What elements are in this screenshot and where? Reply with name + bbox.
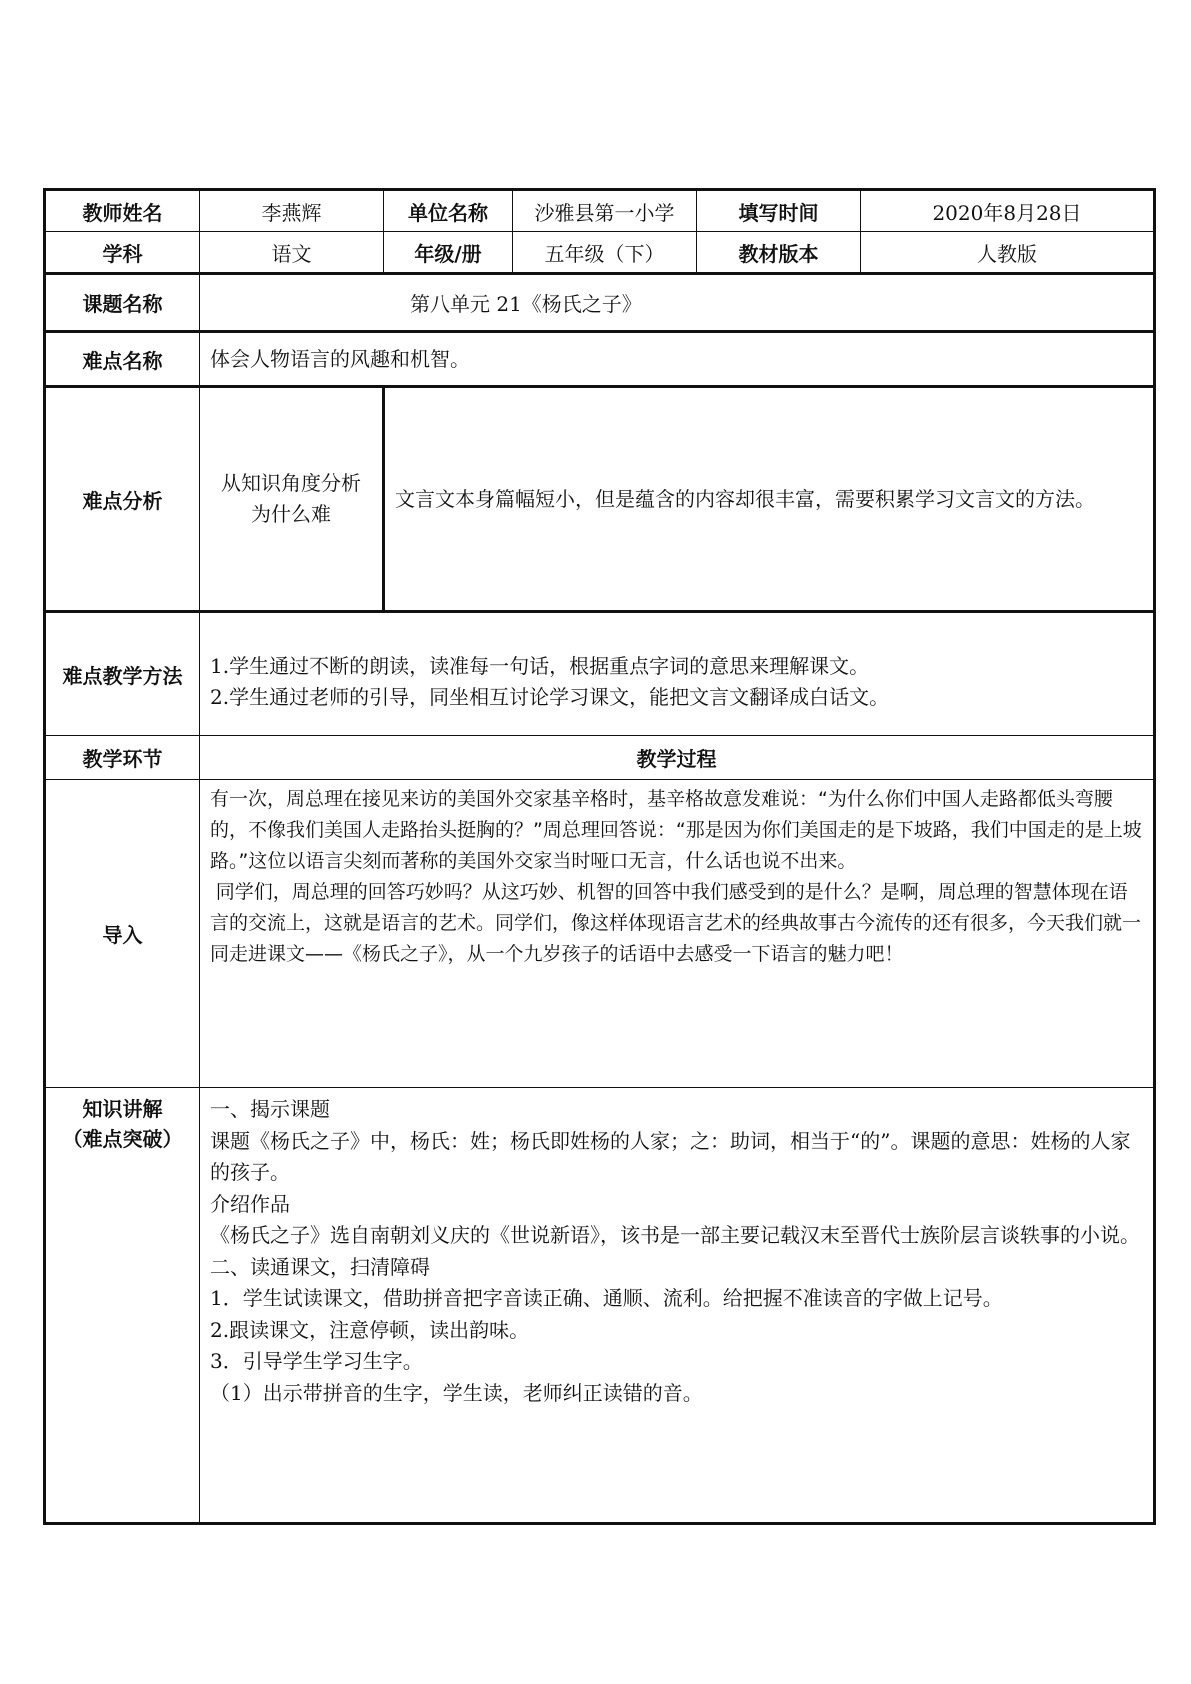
- intro-paragraph-1: 有一次，周总理在接见来访的美国外交家基辛格时，基辛格故意发难说：“为什么你们中国人走路都低头弯腰的，不像我们美国人走路抬头挺胸的？”周总理回答说：“那是因为你们美国走的是下坡路，我们中国走的是上坡路。”这位以语言尖刻而著称的美国外交家当时哑口无言，什么话也说不出来。: [210, 788, 1142, 872]
- knowledge-label-line-1: 知识讲解: [82, 1097, 163, 1121]
- knowledge-line-8: 3．引导学生学习生字。: [210, 1349, 423, 1373]
- knowledge-line-4: 《杨氏之子》选自南朝刘义庆的《世说新语》，该书是一部主要记载汉末至晋代士族阶层言谈轶事的小说。: [210, 1223, 1140, 1247]
- unit-value: 沙雅县第一小学: [513, 190, 697, 232]
- knowledge-line-7: 2.跟读课文，注意停顿，读出韵味。: [210, 1317, 530, 1342]
- knowledge-line-9: （1）出示带拼音的生字，学生读，老师纠正读错的音。: [210, 1380, 703, 1405]
- teacher-label: 教师姓名: [45, 190, 200, 232]
- analysis-sub-label: 从知识角度分析为什么难: [200, 387, 384, 612]
- method-list: [200, 612, 1155, 736]
- subject-value: 语文: [200, 232, 384, 274]
- method-label: 难点教学方法: [45, 612, 200, 736]
- knowledge-line-2: 课题《杨氏之子》中，杨氏：姓；杨氏即姓杨的人家；之：助词，相当于“的”。课题的意思：姓杨的人家的孩子。: [210, 1128, 1131, 1184]
- analysis-label: 难点分析: [45, 387, 200, 612]
- topic-label: 课题名称: [45, 274, 200, 332]
- knowledge-line-3: 介绍作品: [210, 1191, 290, 1216]
- analysis-value: 文言文本身篇幅短小，但是蕴含的内容却很丰富，需要积累学习文言文的方法。: [384, 387, 1155, 612]
- intro-paragraph-2: 同学们，周总理的回答巧妙吗？从这巧妙、机智的回答中我们感受到的是什么？是啊，周总理的智慧体现在语言的交流上，这就是语言的艺术。同学们，像这样体现语言艺术的经典故事古今流传的还有很多，今天我们就一同走进课文——《杨氏之子》，从一个九岁孩子的话语中去感受一下语言的魅力吧！: [210, 881, 1142, 965]
- stage-label: 教学环节: [45, 736, 200, 780]
- knowledge-line-1: 一、揭示课题: [210, 1097, 330, 1121]
- analysis-row: [45, 387, 1155, 612]
- knowledge-label-line-2: （难点突破）: [62, 1127, 183, 1151]
- header-row-2: [45, 232, 1155, 274]
- date-label: 填写时间: [697, 190, 861, 232]
- topic-value: 第八单元 21《杨氏之子》: [200, 274, 1155, 332]
- lesson-plan-sheet: [43, 188, 1153, 1525]
- difficulty-row: [45, 332, 1155, 387]
- grade-label: 年级/册: [384, 232, 513, 274]
- method-item-1: 1.学生通过不断的朗读，读准每一句话，根据重点字词的意思来理解课文。: [210, 654, 870, 678]
- date-value: 2020年8月28日: [861, 190, 1155, 232]
- intro-label: 导入: [45, 780, 200, 1088]
- method-item-2: 2.学生通过老师的引导，同坐相互讨论学习课文，能把文言文翻译成白话文。: [210, 685, 890, 709]
- edition-value: 人教版: [861, 232, 1155, 274]
- knowledge-label: [45, 1088, 200, 1524]
- intro-row: [45, 780, 1155, 1088]
- unit-label: 单位名称: [384, 190, 513, 232]
- lesson-plan-table: [43, 188, 1156, 1525]
- difficulty-label: 难点名称: [45, 332, 200, 387]
- knowledge-row: [45, 1088, 1155, 1524]
- subject-label: 学科: [45, 232, 200, 274]
- method-row: [45, 612, 1155, 736]
- knowledge-line-5: 二、读通课文，扫清障碍: [210, 1254, 430, 1279]
- edition-label: 教材版本: [697, 232, 861, 274]
- grade-value: 五年级（下）: [513, 232, 697, 274]
- process-label: 教学过程: [200, 736, 1155, 780]
- process-header-row: [45, 736, 1155, 780]
- knowledge-text: [200, 1088, 1155, 1524]
- teacher-value: 李燕辉: [200, 190, 384, 232]
- topic-row: [45, 274, 1155, 332]
- difficulty-value: 体会人物语言的风趣和机智。: [200, 332, 1155, 387]
- header-row-1: [45, 190, 1155, 232]
- intro-text: [200, 780, 1155, 1088]
- knowledge-line-6: 1．学生试读课文，借助拼音把字音读正确、通顺、流利。给把握不准读音的字做上记号。: [210, 1286, 1003, 1310]
